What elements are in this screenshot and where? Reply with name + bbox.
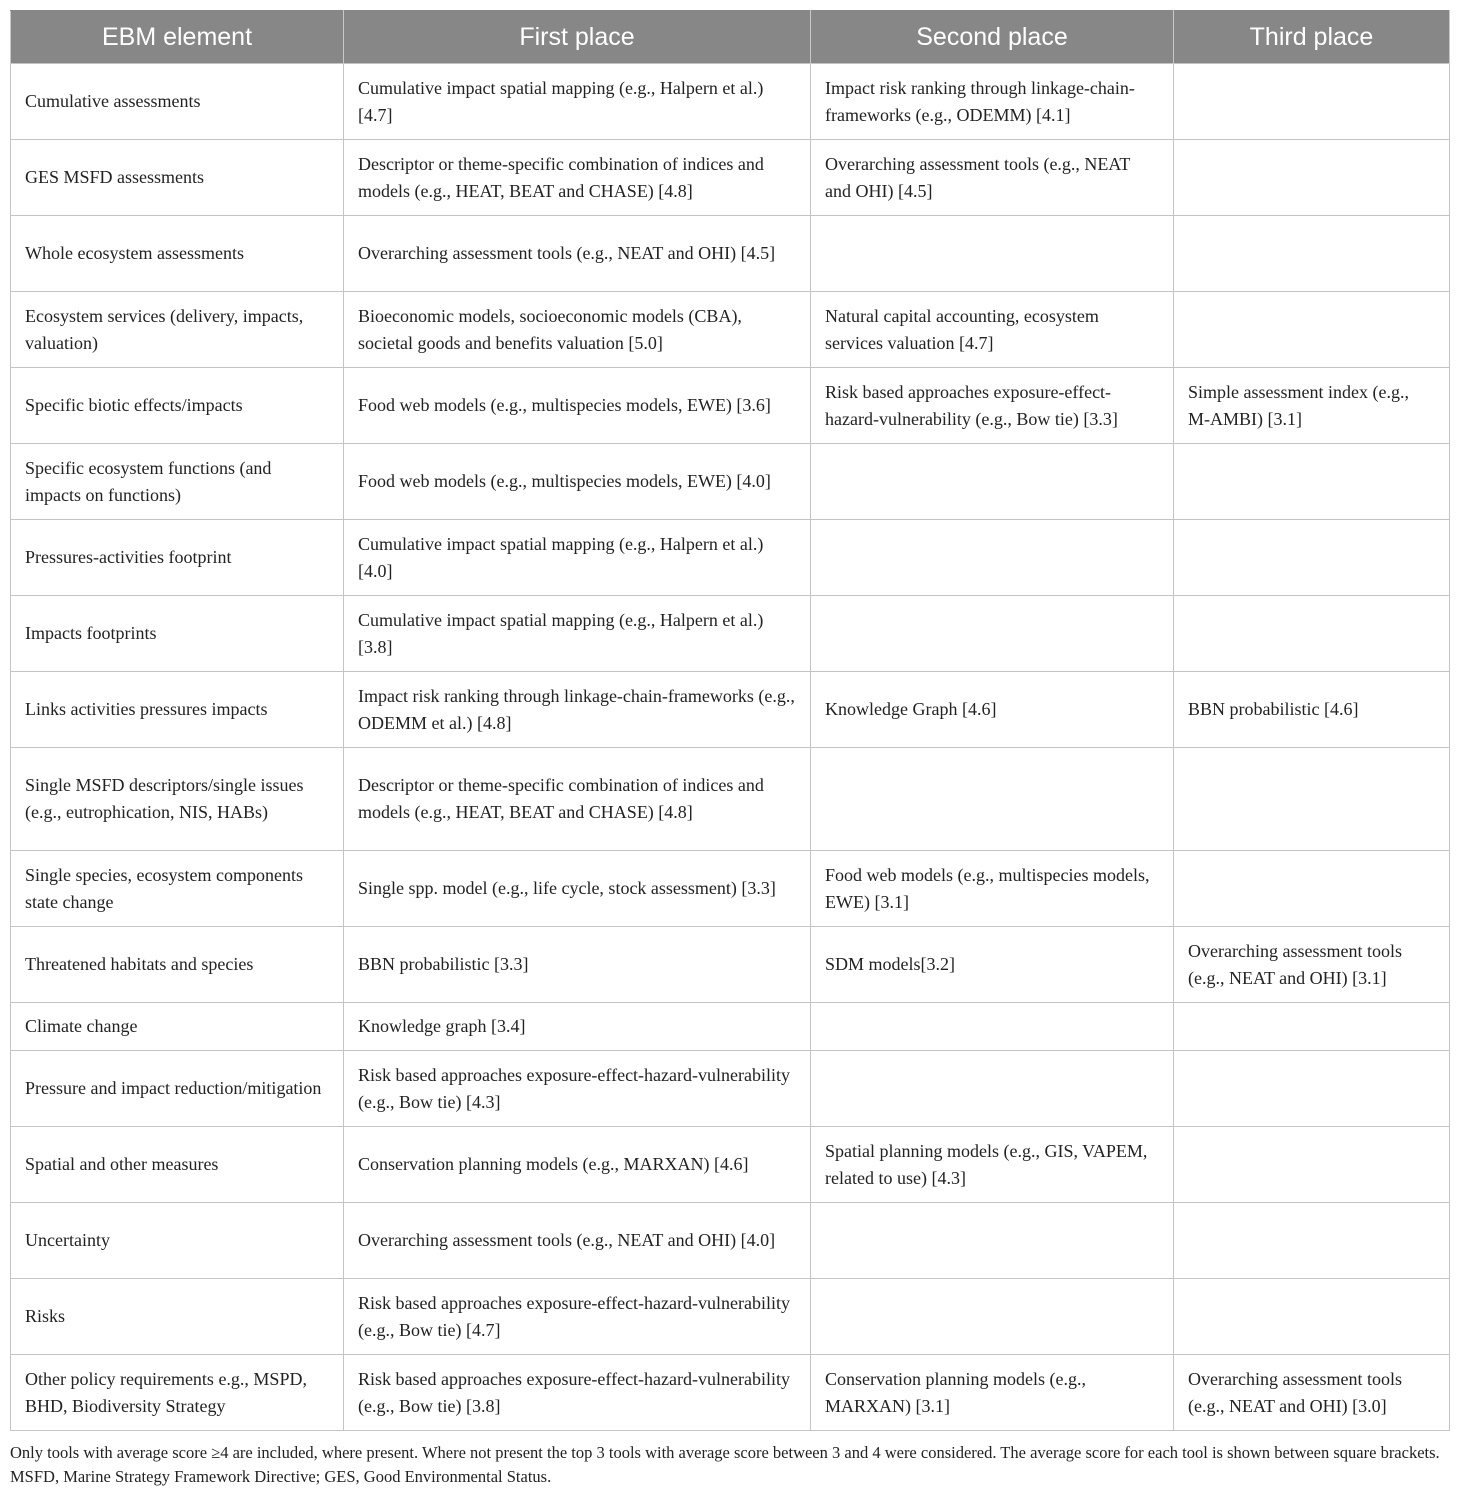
cell-ebm-element: Single MSFD descriptors/single issues (e.g., eutrophication, NIS, HABs) [11, 748, 344, 851]
cell-second-place: Natural capital accounting, ecosystem services valuation [4.7] [811, 292, 1174, 368]
cell-second-place [811, 520, 1174, 596]
cell-first-place: Bioeconomic models, socioeconomic models (CBA), societal goods and benefits valuation [5.0] [344, 292, 811, 368]
table-row [11, 140, 1450, 216]
cell-third-place [1174, 1203, 1450, 1279]
cell-ebm-element: Ecosystem services (delivery, impacts, valuation) [11, 292, 344, 368]
table-row [11, 748, 1450, 851]
cell-ebm-element: Other policy requirements e.g., MSPD, BHD, Biodiversity Strategy [11, 1355, 344, 1431]
table-row [11, 927, 1450, 1003]
cell-ebm-element: Cumulative assessments [11, 64, 344, 140]
cell-second-place [811, 748, 1174, 851]
cell-ebm-element: Links activities pressures impacts [11, 672, 344, 748]
table-row [11, 64, 1450, 140]
cell-second-place [811, 216, 1174, 292]
cell-second-place: SDM models[3.2] [811, 927, 1174, 1003]
table-row [11, 596, 1450, 672]
cell-ebm-element: Threatened habitats and species [11, 927, 344, 1003]
cell-third-place [1174, 1127, 1450, 1203]
cell-third-place [1174, 851, 1450, 927]
cell-second-place [811, 444, 1174, 520]
cell-ebm-element: Single species, ecosystem components state change [11, 851, 344, 927]
cell-ebm-element: Whole ecosystem assessments [11, 216, 344, 292]
cell-first-place: Descriptor or theme-specific combination of indices and models (e.g., HEAT, BEAT and CHASE) [4.8] [344, 140, 811, 216]
table-row [11, 444, 1450, 520]
cell-third-place [1174, 140, 1450, 216]
table-row [11, 520, 1450, 596]
cell-second-place [811, 1203, 1174, 1279]
table-row [11, 1203, 1450, 1279]
table-row [11, 1003, 1450, 1051]
cell-first-place: Overarching assessment tools (e.g., NEAT and OHI) [4.0] [344, 1203, 811, 1279]
cell-second-place: Spatial planning models (e.g., GIS, VAPEM, related to use) [4.3] [811, 1127, 1174, 1203]
header-row [11, 11, 1450, 64]
cell-third-place [1174, 1051, 1450, 1127]
table-footnote: Only tools with average score ≥4 are included, where present. Where not present the top 3 tools with average score between 3 and 4 were considered. The average score for each tool is shown between square brackets. MSFD, Marine Strategy Framework Directive; GES, Good Environmental Status. [10, 1443, 1440, 1486]
header-third-place: Third place [1174, 11, 1450, 64]
cell-first-place: Risk based approaches exposure-effect-hazard-vulnerability (e.g., Bow tie) [4.3] [344, 1051, 811, 1127]
cell-third-place [1174, 292, 1450, 368]
table-container [10, 10, 1449, 1489]
cell-second-place: Knowledge Graph [4.6] [811, 672, 1174, 748]
cell-second-place: Food web models (e.g., multispecies models, EWE) [3.1] [811, 851, 1174, 927]
table-row [11, 368, 1450, 444]
cell-first-place: Single spp. model (e.g., life cycle, stock assessment) [3.3] [344, 851, 811, 927]
cell-ebm-element: Pressures-activities footprint [11, 520, 344, 596]
cell-second-place [811, 1279, 1174, 1355]
cell-third-place: Overarching assessment tools (e.g., NEAT and OHI) [3.0] [1174, 1355, 1450, 1431]
table-row [11, 1127, 1450, 1203]
cell-second-place: Conservation planning models (e.g., MARXAN) [3.1] [811, 1355, 1174, 1431]
cell-third-place [1174, 444, 1450, 520]
cell-third-place: Overarching assessment tools (e.g., NEAT and OHI) [3.1] [1174, 927, 1450, 1003]
cell-first-place: Knowledge graph [3.4] [344, 1003, 811, 1051]
cell-ebm-element: GES MSFD assessments [11, 140, 344, 216]
cell-third-place [1174, 64, 1450, 140]
cell-ebm-element: Specific biotic effects/impacts [11, 368, 344, 444]
cell-third-place [1174, 1279, 1450, 1355]
table-row [11, 672, 1450, 748]
ebm-tools-table [10, 10, 1450, 1431]
cell-ebm-element: Risks [11, 1279, 344, 1355]
cell-first-place: Food web models (e.g., multispecies models, EWE) [4.0] [344, 444, 811, 520]
cell-first-place: Cumulative impact spatial mapping (e.g., Halpern et al.) [4.0] [344, 520, 811, 596]
header-second-place: Second place [811, 11, 1174, 64]
table-row [11, 1355, 1450, 1431]
header-first-place: First place [344, 11, 811, 64]
cell-first-place: Food web models (e.g., multispecies models, EWE) [3.6] [344, 368, 811, 444]
table-row [11, 292, 1450, 368]
cell-ebm-element: Uncertainty [11, 1203, 344, 1279]
header-ebm-element: EBM element [11, 11, 344, 64]
cell-third-place [1174, 596, 1450, 672]
cell-second-place: Overarching assessment tools (e.g., NEAT and OHI) [4.5] [811, 140, 1174, 216]
cell-ebm-element: Specific ecosystem functions (and impacts on functions) [11, 444, 344, 520]
cell-first-place: Descriptor or theme-specific combination of indices and models (e.g., HEAT, BEAT and CHASE) [4.8] [344, 748, 811, 851]
cell-first-place: Cumulative impact spatial mapping (e.g., Halpern et al.) [4.7] [344, 64, 811, 140]
cell-ebm-element: Spatial and other measures [11, 1127, 344, 1203]
table-row [11, 1051, 1450, 1127]
cell-first-place: Risk based approaches exposure-effect-hazard-vulnerability (e.g., Bow tie) [3.8] [344, 1355, 811, 1431]
cell-ebm-element: Impacts footprints [11, 596, 344, 672]
cell-third-place: BBN probabilistic [4.6] [1174, 672, 1450, 748]
cell-second-place: Risk based approaches exposure-effect-hazard-vulnerability (e.g., Bow tie) [3.3] [811, 368, 1174, 444]
cell-first-place: BBN probabilistic [3.3] [344, 927, 811, 1003]
cell-third-place: Simple assessment index (e.g., M-AMBI) [3.1] [1174, 368, 1450, 444]
cell-ebm-element: Climate change [11, 1003, 344, 1051]
cell-third-place [1174, 216, 1450, 292]
cell-first-place: Cumulative impact spatial mapping (e.g., Halpern et al.) [3.8] [344, 596, 811, 672]
table-row [11, 1279, 1450, 1355]
cell-third-place [1174, 748, 1450, 851]
table-row [11, 851, 1450, 927]
cell-first-place: Overarching assessment tools (e.g., NEAT and OHI) [4.5] [344, 216, 811, 292]
table-header [11, 11, 1450, 64]
cell-second-place [811, 1003, 1174, 1051]
cell-second-place: Impact risk ranking through linkage-chain-frameworks (e.g., ODEMM) [4.1] [811, 64, 1174, 140]
cell-second-place [811, 596, 1174, 672]
table-row [11, 216, 1450, 292]
cell-first-place: Conservation planning models (e.g., MARXAN) [4.6] [344, 1127, 811, 1203]
table-body [11, 64, 1450, 1431]
cell-first-place: Risk based approaches exposure-effect-hazard-vulnerability (e.g., Bow tie) [4.7] [344, 1279, 811, 1355]
cell-third-place [1174, 1003, 1450, 1051]
cell-first-place: Impact risk ranking through linkage-chain-frameworks (e.g., ODEMM et al.) [4.8] [344, 672, 811, 748]
cell-ebm-element: Pressure and impact reduction/mitigation [11, 1051, 344, 1127]
cell-third-place [1174, 520, 1450, 596]
cell-second-place [811, 1051, 1174, 1127]
